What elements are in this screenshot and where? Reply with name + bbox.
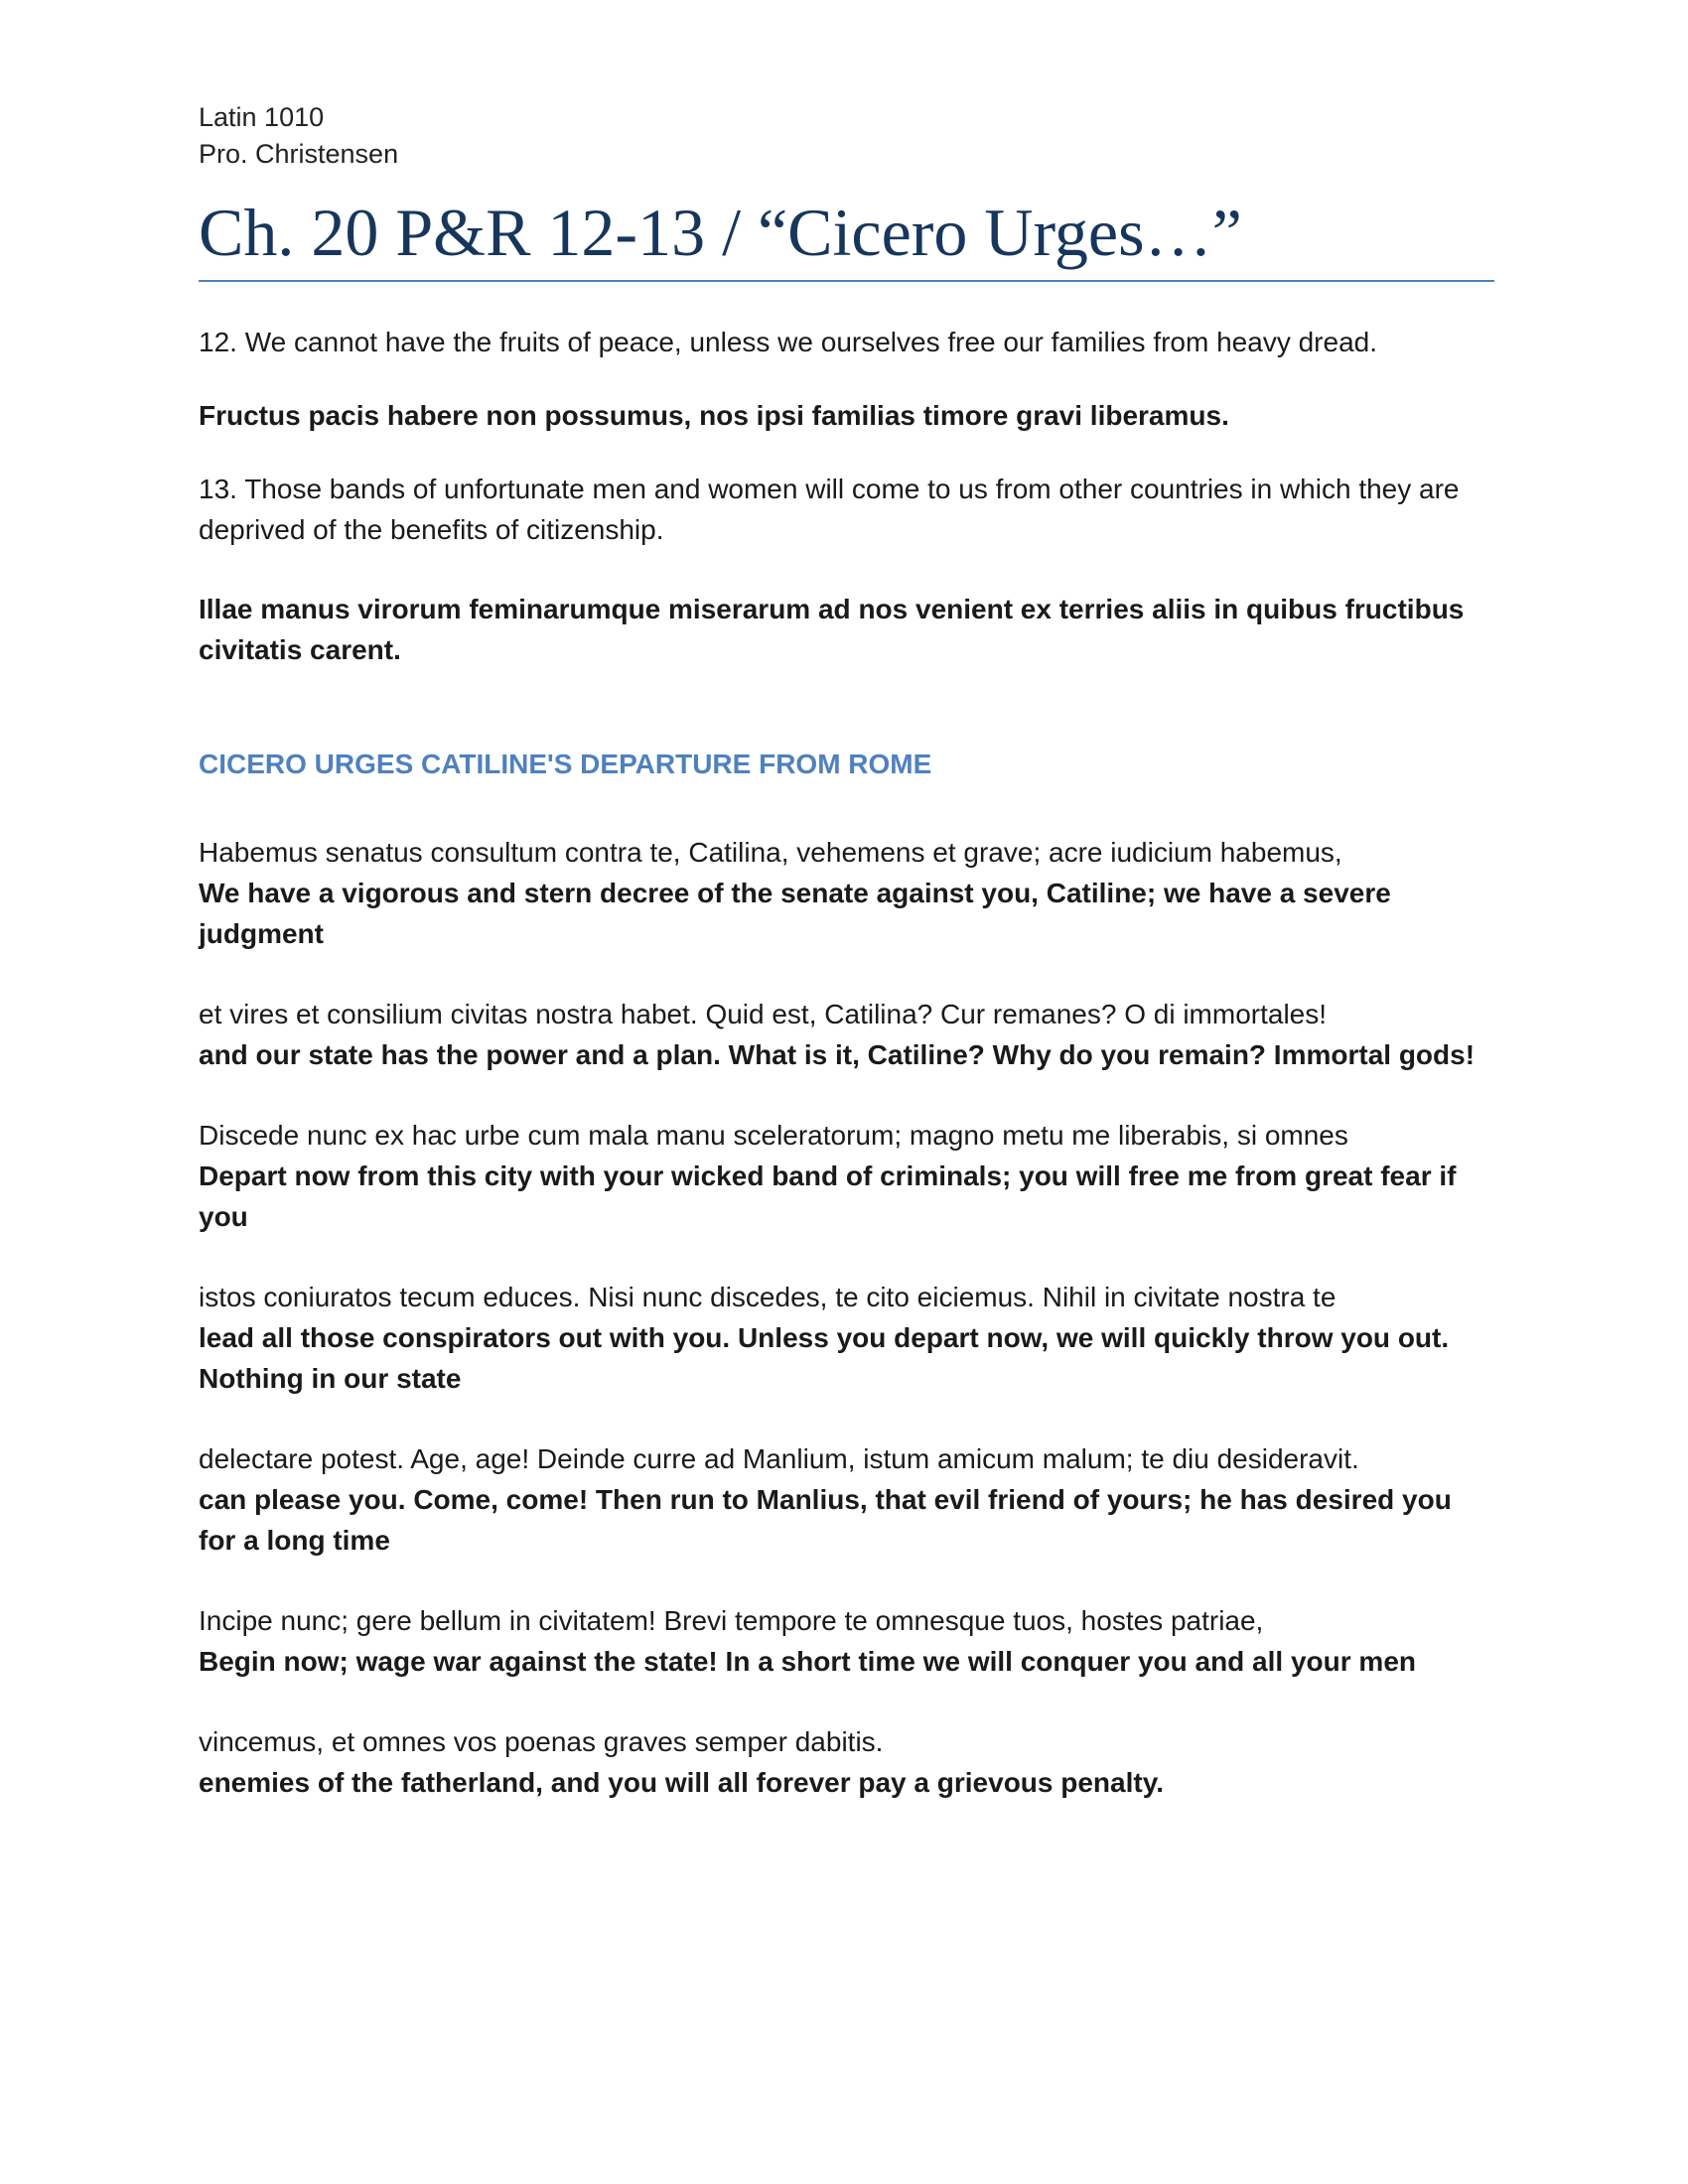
passage-english-line: can please you. Come, come! Then run to Manlius, that evil friend of yours; he has desired you for a long time — [199, 1484, 1452, 1556]
document-page — [199, 99, 1494, 1803]
passage-english-line: Begin now; wage war against the state! In a short time we will conquer you and all your men — [199, 1646, 1416, 1677]
passage-latin-line: vincemus, et omnes vos poenas graves semper dabitis. — [199, 1726, 884, 1757]
page-title: Ch. 20 P&R 12-13 / “Cicero Urges…” — [199, 195, 1242, 270]
title-block — [199, 189, 1494, 282]
section-heading: CICERO URGES CATILINE'S DEPARTURE FROM ROME — [199, 749, 932, 779]
passage-english-line: and our state has the power and a plan. What is it, Catiline? Why do you remain? Immortal gods! — [199, 1039, 1476, 1070]
exercise-12-english: 12. We cannot have the fruits of peace, unless we ourselves free our families from heavy dread. — [199, 327, 1377, 357]
exercise-13-latin: Illae manus virorum feminarumque miserarum ad nos venient ex terries aliis in quibus fructibus civitatis carent. — [199, 594, 1465, 665]
passage-english-line: Depart now from this city with your wicked band of criminals; you will free me from great fear if you — [199, 1160, 1457, 1232]
course-name: Latin 1010 — [199, 102, 325, 132]
passage-block-1 — [199, 832, 1494, 954]
passage-block-6 — [199, 1600, 1494, 1682]
passage-block-2 — [199, 994, 1494, 1075]
exercise-12-latin: Fructus pacis habere non possumus, nos ipsi familias timore gravi liberamus. — [199, 400, 1229, 431]
passage-block-5 — [199, 1438, 1494, 1561]
passage-block-3 — [199, 1115, 1494, 1237]
passage-english-line: lead all those conspirators out with you. Unless you depart now, we will quickly throw you out. Nothing in our state — [199, 1322, 1450, 1394]
passage-english-line: enemies of the fatherland, and you will all forever pay a grievous penalty. — [199, 1767, 1164, 1798]
exercise-13-english: 13. Those bands of unfortunate men and women will come to us from other countries in which they are deprived of the benefits of citizenship. — [199, 474, 1460, 545]
passage-latin-line: Discede nunc ex hac urbe cum mala manu sceleratorum; magno metu me liberabis, si omnes — [199, 1120, 1348, 1151]
passage-latin-line: istos coniuratos tecum educes. Nisi nunc discedes, te cito eiciemus. Nihil in civitate nostra te — [199, 1282, 1336, 1312]
passage-latin-line: Incipe nunc; gere bellum in civitatem! Brevi tempore te omnesque tuos, hostes patriae, — [199, 1605, 1264, 1636]
professor-name: Pro. Christensen — [199, 139, 399, 169]
passage-block-7 — [199, 1721, 1494, 1803]
passage-latin-line: Habemus senatus consultum contra te, Catilina, vehemens et grave; acre iudicium habemus, — [199, 837, 1342, 868]
passage-english-line: We have a vigorous and stern decree of the senate against you, Catiline; we have a severe judgment — [199, 878, 1391, 949]
passage-block-4 — [199, 1277, 1494, 1399]
passage-latin-line: et vires et consilium civitas nostra habet. Quid est, Catilina? Cur remanes? O di immortales! — [199, 999, 1328, 1029]
passage-latin-line: delectare potest. Age, age! Deinde curre ad Manlium, istum amicum malum; te diu desideravit. — [199, 1443, 1359, 1474]
